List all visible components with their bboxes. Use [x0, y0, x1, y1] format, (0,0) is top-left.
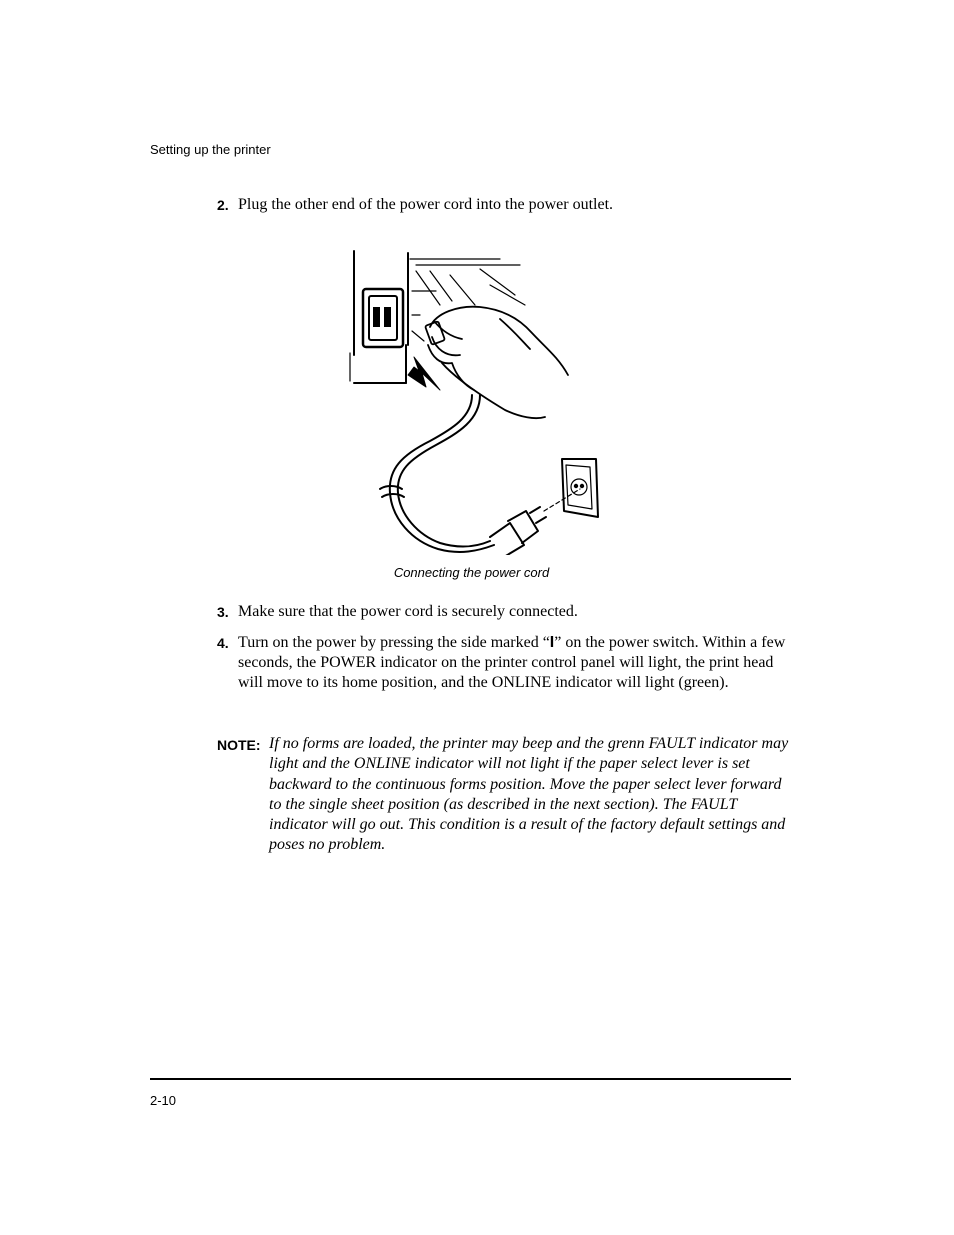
power-cord-illustration — [340, 245, 605, 555]
step-2 — [217, 195, 792, 215]
step-number: 2. — [217, 197, 229, 213]
step-text-after: ” on the power switch. Within a few seconds, the POWER indicator on the printer control panel will light, the print head will move to its home position, and the ONLINE indicator will light (green). — [238, 634, 786, 691]
power-plug — [490, 507, 546, 555]
note-block — [217, 734, 792, 856]
step-text: Make sure that the power cord is securely connected. — [238, 603, 578, 620]
step-text-before: Turn on the power by pressing the side marked “ — [238, 634, 550, 651]
note-label: NOTE: — [217, 737, 261, 753]
insert-arrow — [408, 357, 440, 390]
step-text — [238, 633, 792, 693]
power-inlet-socket — [363, 289, 403, 347]
footer-rule — [150, 1078, 791, 1080]
step-number: 4. — [217, 635, 229, 651]
power-switch-mark: I — [549, 634, 555, 651]
step-4 — [217, 633, 792, 693]
wall-outlet — [562, 459, 598, 517]
step-text: Plug the other end of the power cord into the power outlet. — [238, 196, 614, 213]
guide-dashes — [544, 489, 580, 511]
power-cord — [380, 395, 494, 552]
printer-interior — [410, 259, 525, 341]
step-3 — [217, 602, 792, 622]
step-number: 3. — [217, 604, 229, 620]
hand-illustration — [425, 307, 568, 418]
note-text: If no forms are loaded, the printer may beep and the grenn FAULT indicator may light and the ONLINE indicator will not light if the paper select lever is set backward to the continuous forms position. Move the paper select lever forward to the single sheet position (as described in the next section). The FAULT indicator will go out. This condition is a result of the factory default settings and poses no problem. — [269, 735, 789, 854]
running-header: Setting up the printer — [150, 142, 271, 157]
figure-caption: Connecting the power cord — [393, 565, 550, 580]
page-number: 2-10 — [150, 1093, 177, 1108]
